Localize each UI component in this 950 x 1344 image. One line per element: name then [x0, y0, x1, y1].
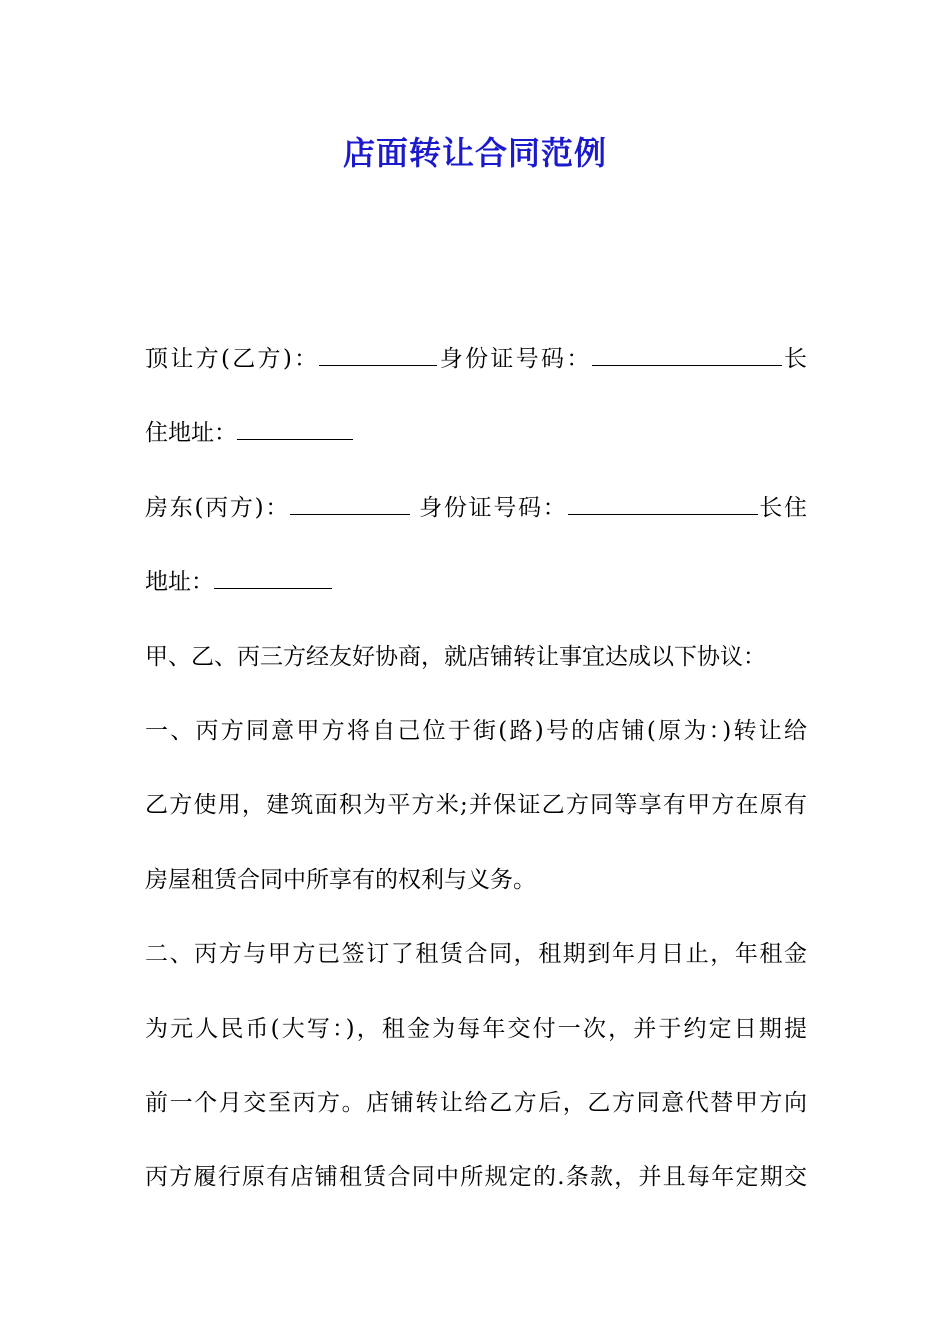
- contract-body: [145, 334, 807, 1227]
- paragraph-clause-2-line-2: 为元人民币(大写：)，租金为每年交付一次，并于约定日期提: [145, 1015, 807, 1042]
- landlord-label: 房东(丙方)：: [145, 494, 291, 521]
- paragraph-clause-2-line-4: 丙方履行原有店铺租赁合同中所规定的.条款，并且每年定期交: [145, 1164, 807, 1191]
- text-fragment: 长住: [757, 494, 807, 521]
- paragraph-clause-2-line-1: 二、丙方与甲方已签订了租赁合同，租期到年月日止，年租金: [145, 941, 807, 968]
- landlord-address-blank: [214, 560, 332, 589]
- text-line-transferor: [145, 334, 807, 408]
- text-line-landlord: [145, 483, 807, 557]
- address-label: 地址：: [145, 569, 214, 596]
- landlord-id-blank: [568, 486, 758, 515]
- paragraph-clause-2-line-3: 前一个月交至丙方。店铺转让给乙方后，乙方同意代替甲方向: [145, 1089, 807, 1116]
- id-number-label: 身份证号码：: [437, 346, 592, 372]
- paragraph-clause-1-line-2: 乙方使用，建筑面积为平方米;并保证乙方同等享有甲方在原有: [145, 792, 807, 819]
- paragraph-clause-1-line-1: 一、丙方同意甲方将自己位于街(路)号的店铺(原为：)转让给: [145, 717, 807, 744]
- transferor-address-blank: [237, 411, 353, 440]
- landlord-name-blank: [290, 486, 410, 515]
- transferor-name-blank: [319, 337, 437, 366]
- paragraph-intro: 甲、乙、丙三方经友好协商，就店铺转让事宜达成以下协议：: [145, 643, 766, 670]
- document-title: 店面转让合同范例: [342, 134, 607, 172]
- transferor-id-blank: [592, 337, 782, 366]
- text-fragment: 长: [781, 346, 807, 372]
- id-number-label: 身份证号码：: [410, 494, 568, 521]
- text-line-landlord-address: [145, 557, 807, 631]
- paragraph-clause-1-line-3: 房屋租赁合同中所享有的权利与义务。: [145, 866, 536, 893]
- transferor-label: 顶让方(乙方)：: [145, 346, 320, 372]
- text-line-transferor-address: [145, 408, 807, 482]
- address-label: 住地址：: [145, 420, 237, 447]
